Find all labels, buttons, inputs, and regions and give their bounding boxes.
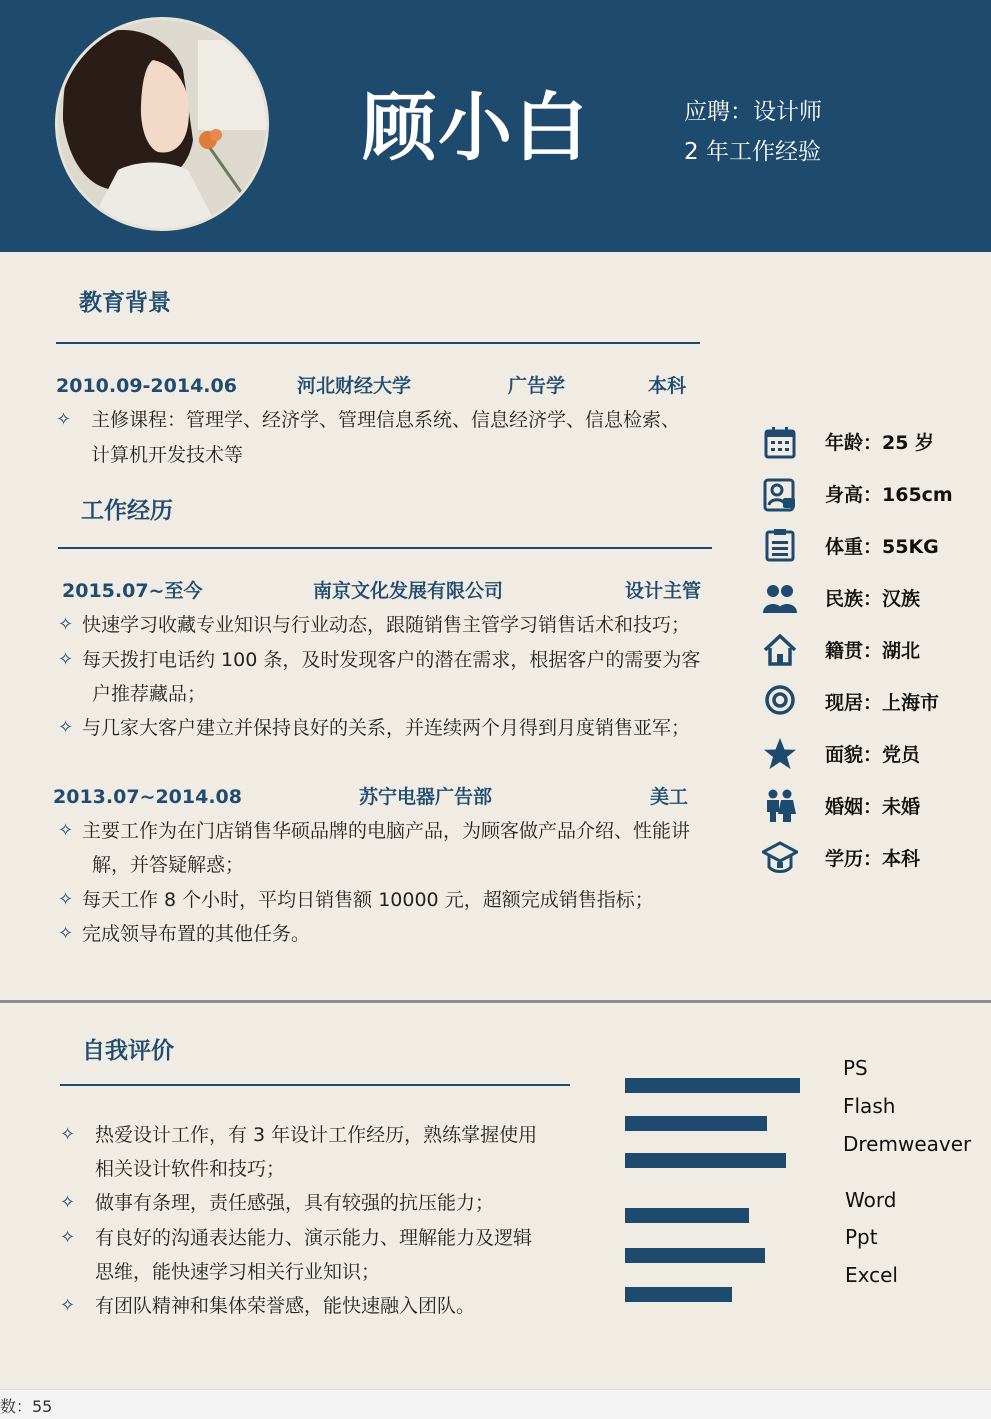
calendar-icon bbox=[762, 425, 798, 461]
diamond-bullet-icon: ✧ bbox=[58, 649, 74, 670]
self-eval-item-cont: 思维，能快速学习相关行业知识； bbox=[95, 1261, 381, 1283]
info-political: 面貌：党员 bbox=[825, 744, 921, 766]
diamond-bullet-icon: ✧ bbox=[56, 409, 72, 430]
skill-label: Dremweaver bbox=[843, 1132, 972, 1156]
diamond-bullet-icon: ✧ bbox=[60, 1124, 76, 1145]
skill-label: Excel bbox=[845, 1263, 898, 1287]
location-icon bbox=[762, 684, 798, 720]
education-period: 2010.09-2014.06 bbox=[56, 375, 237, 397]
skill-bar bbox=[625, 1116, 767, 1131]
job-company: 苏宁电器广告部 bbox=[359, 786, 493, 808]
couple-icon bbox=[762, 788, 798, 824]
job-duty: 主要工作为在门店销售华硕品牌的电脑产品，为顾客做产品介绍、性能讲 bbox=[82, 820, 691, 842]
job-duty: 每天拨打电话约 100 条，及时发现客户的潜在需求，根据客户的需要为客 bbox=[82, 649, 701, 671]
graduation-cap-icon bbox=[762, 840, 798, 876]
info-hometown: 籍贯：湖北 bbox=[825, 640, 921, 662]
star-icon bbox=[762, 736, 798, 772]
job-duty-cont: 户推荐藏品； bbox=[92, 683, 207, 705]
skill-bar bbox=[625, 1153, 786, 1168]
info-ethnicity: 民族：汉族 bbox=[825, 588, 921, 610]
skill-bar bbox=[625, 1208, 749, 1223]
education-degree: 本科 bbox=[648, 375, 687, 397]
job-duty: 与几家大客户建立并保持良好的关系，并连续两个月得到月度销售亚军； bbox=[82, 717, 691, 739]
candidate-name: 顾小白 bbox=[362, 85, 590, 171]
info-residence: 现居：上海市 bbox=[825, 692, 940, 714]
skill-label: PS bbox=[843, 1056, 868, 1080]
diamond-bullet-icon: ✧ bbox=[60, 1295, 76, 1316]
info-age: 年龄：25 岁 bbox=[825, 432, 935, 454]
diamond-bullet-icon: ✧ bbox=[58, 923, 74, 944]
avatar bbox=[55, 17, 269, 231]
work-rule bbox=[58, 547, 712, 549]
home-icon bbox=[762, 632, 798, 668]
job-period: 2013.07~2014.08 bbox=[53, 786, 242, 808]
info-marital: 婚姻：未婚 bbox=[825, 796, 921, 818]
self-eval-item: 做事有条理，责任感强，具有较强的抗压能力； bbox=[95, 1192, 495, 1214]
education-school: 河北财经大学 bbox=[297, 375, 412, 397]
diamond-bullet-icon: ✧ bbox=[58, 614, 74, 635]
id-badge-icon bbox=[762, 477, 798, 513]
education-rule bbox=[56, 342, 700, 344]
skill-bar bbox=[625, 1248, 765, 1263]
people-icon bbox=[762, 581, 798, 617]
section-divider bbox=[0, 1000, 991, 1003]
apply-position: 应聘：设计师 bbox=[684, 99, 822, 125]
job-position: 美工 bbox=[650, 786, 689, 808]
diamond-bullet-icon: ✧ bbox=[58, 820, 74, 841]
self-eval-item: 热爱设计工作，有 3 年设计工作经历，熟练掌握使用 bbox=[95, 1124, 538, 1146]
self-eval-title: 自我评价 bbox=[82, 1038, 174, 1064]
portrait-image bbox=[58, 20, 266, 228]
education-title: 教育背景 bbox=[79, 290, 171, 316]
work-title: 工作经历 bbox=[81, 498, 173, 524]
job-position: 设计主管 bbox=[625, 580, 702, 602]
job-company: 南京文化发展有限公司 bbox=[313, 580, 504, 602]
self-eval-rule bbox=[60, 1084, 570, 1086]
info-weight: 体重：55KG bbox=[825, 536, 939, 558]
education-courses: 主修课程：管理学、经济学、管理信息系统、信息经济学、信息检索、 bbox=[91, 409, 681, 431]
self-eval-item: 有团队精神和集体荣誉感，能快速融入团队。 bbox=[95, 1295, 476, 1317]
skill-label: Word bbox=[845, 1188, 897, 1212]
education-courses-cont: 计算机开发技术等 bbox=[91, 444, 244, 466]
job-duty: 每天工作 8 个小时，平均日销售额 10000 元，超额完成销售指标； bbox=[82, 889, 654, 911]
diamond-bullet-icon: ✧ bbox=[60, 1227, 76, 1248]
job-period: 2015.07~至今 bbox=[62, 580, 203, 602]
diamond-bullet-icon: ✧ bbox=[58, 889, 74, 910]
diamond-bullet-icon: ✧ bbox=[58, 717, 74, 738]
status-bar bbox=[0, 1389, 991, 1419]
clipboard-icon bbox=[762, 527, 798, 563]
info-height: 身高：165cm bbox=[825, 484, 953, 506]
self-eval-item-cont: 相关设计软件和技巧； bbox=[95, 1158, 286, 1180]
header-banner bbox=[0, 0, 991, 252]
skill-label: Flash bbox=[843, 1094, 896, 1118]
skill-bar bbox=[625, 1078, 800, 1093]
diamond-bullet-icon: ✧ bbox=[60, 1192, 76, 1213]
skill-bar bbox=[625, 1287, 732, 1302]
education-major: 广告学 bbox=[508, 375, 566, 397]
job-duty: 快速学习收藏专业知识与行业动态，跟随销售主管学习销售话术和技巧； bbox=[82, 614, 691, 636]
skill-label: Ppt bbox=[845, 1225, 878, 1249]
status-text: 数：55 bbox=[0, 1397, 53, 1416]
job-duty-cont: 解，并答疑解惑； bbox=[92, 854, 245, 876]
info-education: 学历：本科 bbox=[825, 848, 921, 870]
work-years: 2 年工作经验 bbox=[684, 139, 821, 165]
job-duty: 完成领导布置的其他任务。 bbox=[82, 923, 311, 945]
self-eval-item: 有良好的沟通表达能力、演示能力、理解能力及逻辑 bbox=[95, 1227, 533, 1249]
